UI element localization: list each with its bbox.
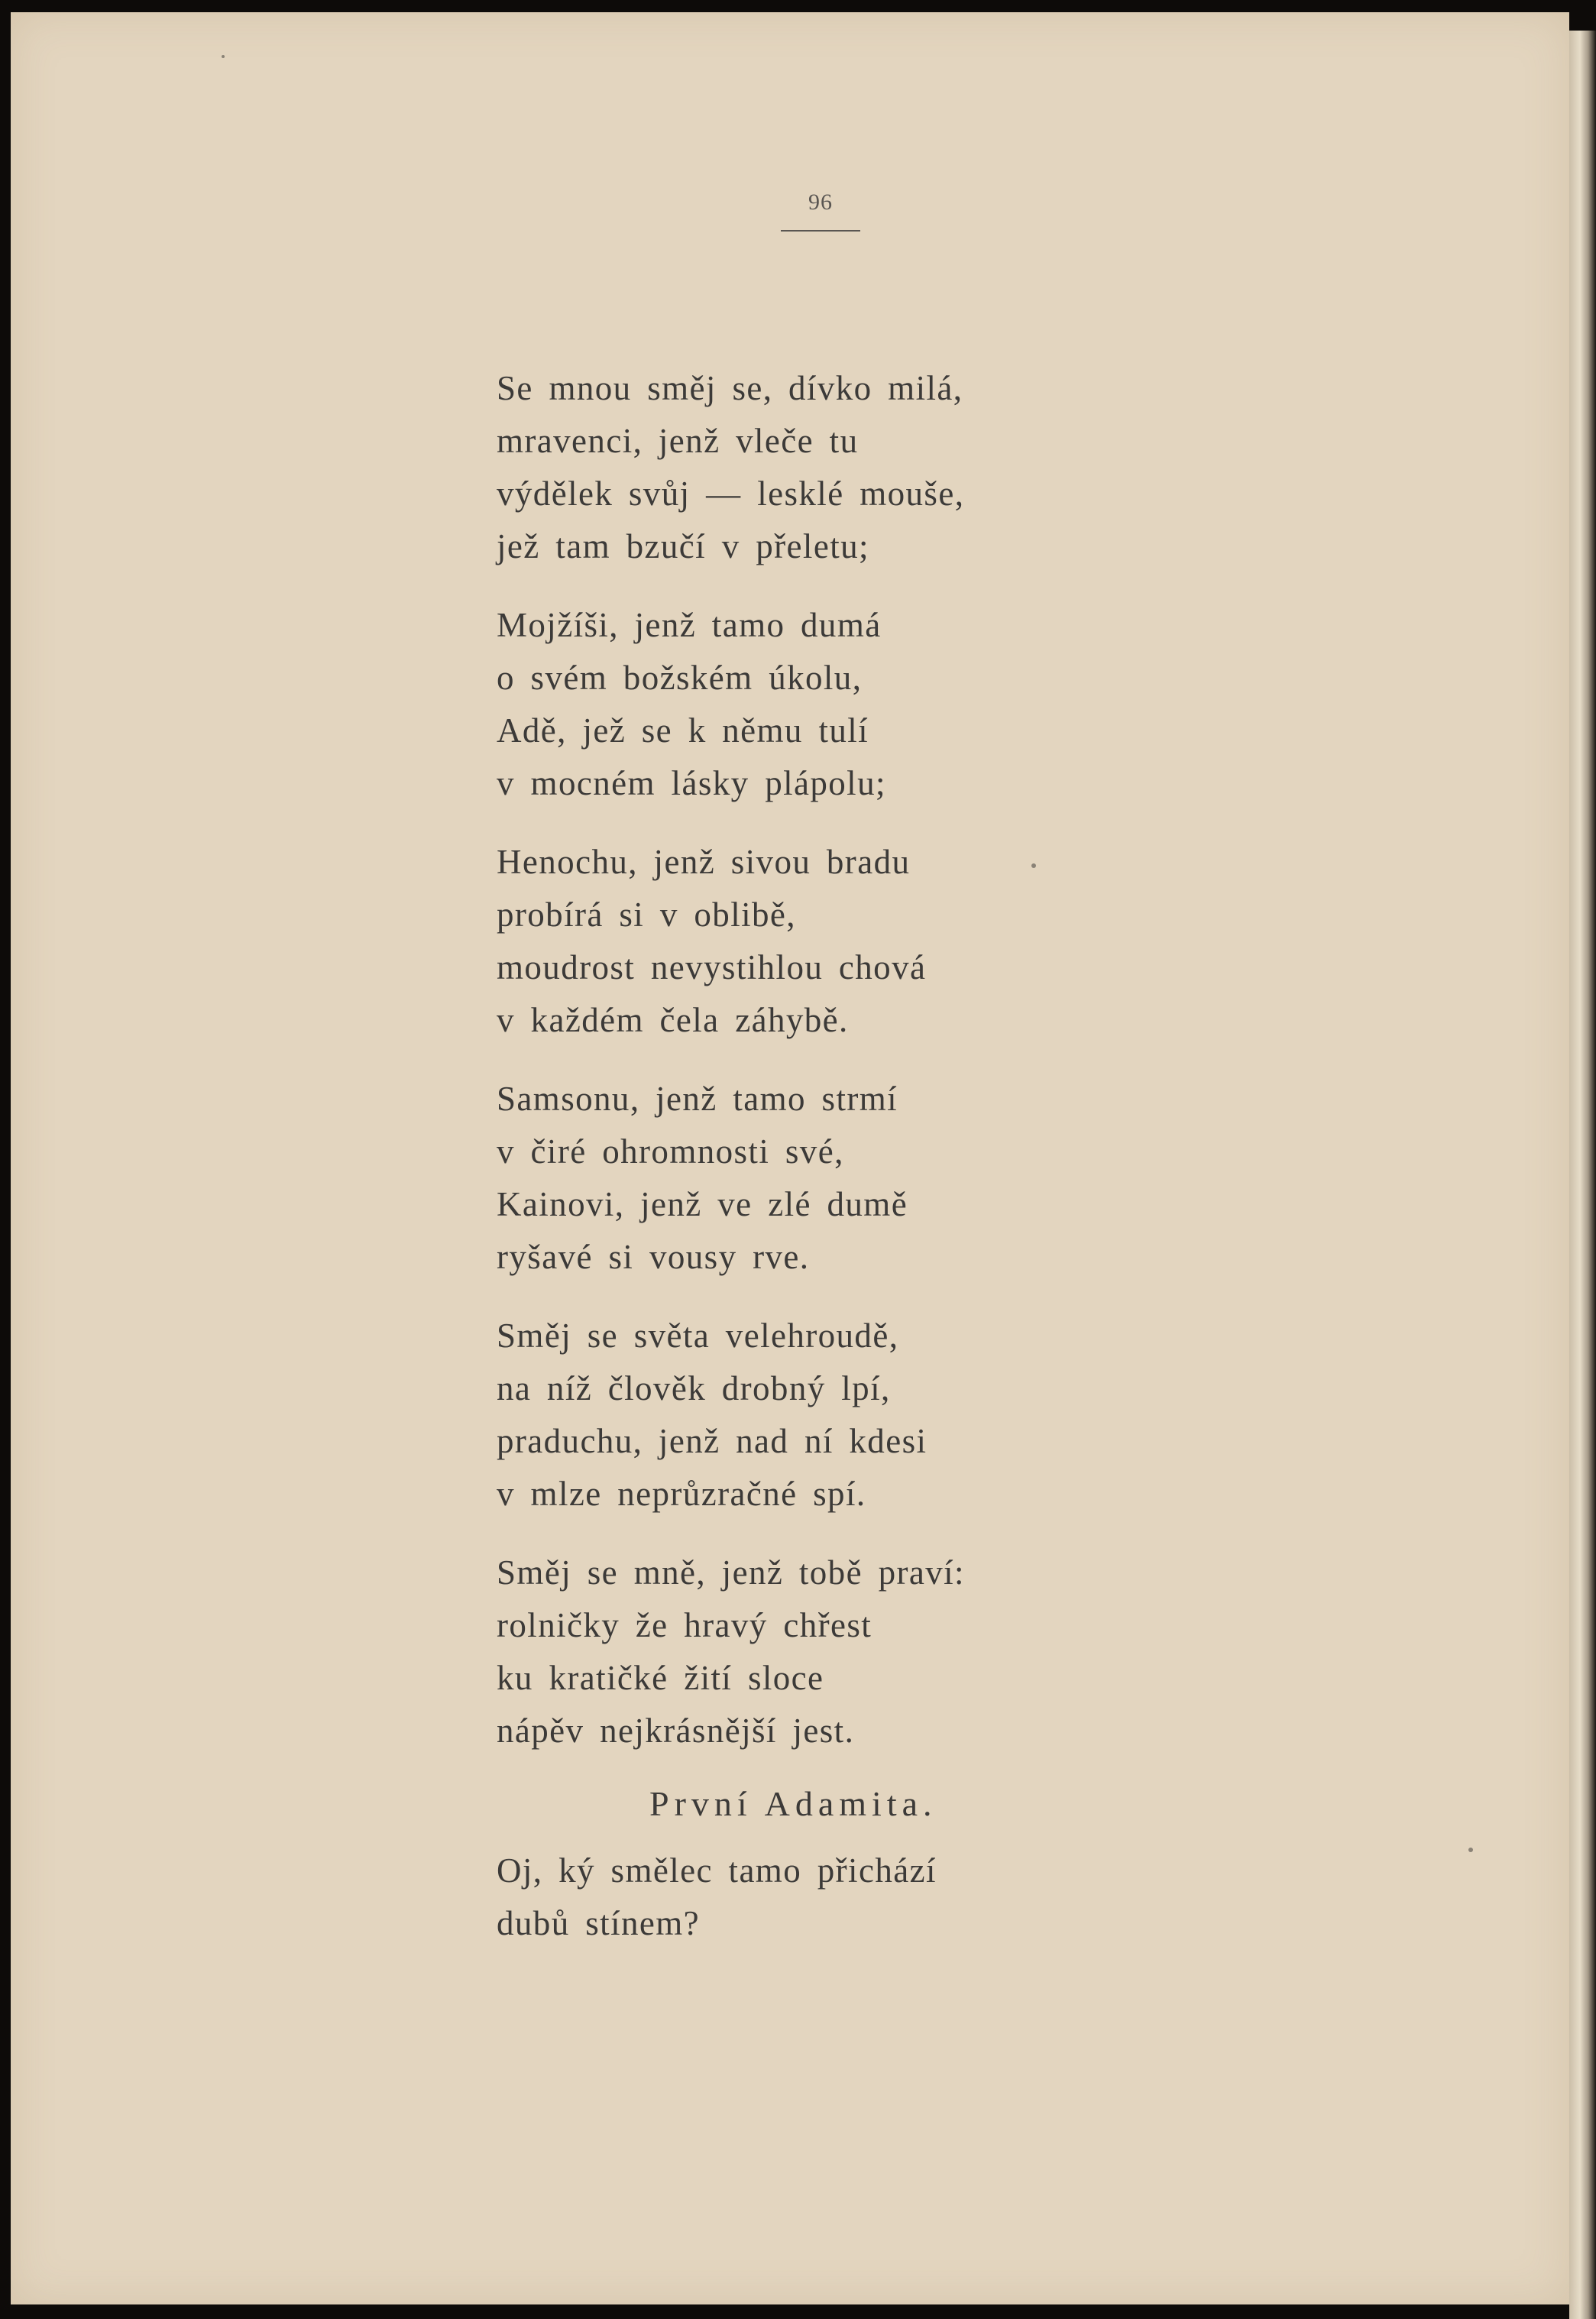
verse-line: Směj se mně, jenž tobě praví: — [497, 1553, 965, 1592]
verse-line: ku kratičké žití sloce — [497, 1659, 824, 1697]
verse-line: nápěv nejkrásnější jest. — [497, 1712, 855, 1750]
stanza — [497, 362, 1077, 573]
verse-line: v čiré ohromnosti své, — [497, 1132, 844, 1171]
verse-line: v mlze neprůzračné spí. — [497, 1475, 866, 1513]
verse-line: výdělek svůj — lesklé mouše, — [497, 474, 965, 513]
verse-line: Kainovi, jenž ve zlé dumě — [497, 1185, 908, 1223]
verse-line: Oj, ký smělec tamo přichází — [497, 1851, 937, 1890]
verse-line: dubů stínem? — [497, 1904, 701, 1942]
stanza — [497, 1073, 1077, 1284]
stanza — [497, 836, 1077, 1047]
stanza — [497, 1310, 1077, 1521]
verse-line: praduchu, jenž nad ní kdesi — [497, 1422, 927, 1460]
paper-speck — [222, 55, 225, 58]
page-number: 96 — [808, 189, 833, 215]
stanza-gap — [497, 1284, 1077, 1310]
paper-speck — [1031, 863, 1036, 868]
stanza — [497, 1547, 1077, 1757]
page-number-rule — [781, 230, 860, 232]
verse-line: v každém čela záhybě. — [497, 1001, 849, 1039]
verse-line: o svém božském úkolu, — [497, 659, 863, 697]
verse-line: Mojžíši, jenž tamo dumá — [497, 606, 882, 644]
verse-line: jež tam bzučí v přeletu; — [497, 527, 869, 565]
verse-line: Adě, jež se k němu tulí — [497, 711, 869, 750]
poem — [497, 362, 1077, 1757]
verse-line: rolničky že hravý chřest — [497, 1606, 872, 1644]
page-edge — [1569, 31, 1596, 2319]
verse-line: probírá si v oblibě, — [497, 896, 796, 934]
verse-line: Se mnou směj se, dívko milá, — [497, 369, 963, 407]
verse-line: na níž člověk drobný lpí, — [497, 1369, 891, 1407]
verse-line: v mocném lásky plápolu; — [497, 764, 886, 802]
stanza-gap — [497, 1521, 1077, 1547]
verse-line: moudrost nevystihlou chová — [497, 948, 927, 986]
verse-line: mravenci, jenž vleče tu — [497, 422, 859, 460]
stanza-gap — [497, 1047, 1077, 1073]
stanza-gap — [497, 573, 1077, 599]
stanza-gap — [497, 810, 1077, 836]
speaker-heading: První Adamita. — [649, 1784, 937, 1823]
verse-line: Samsonu, jenž tamo strmí — [497, 1080, 898, 1118]
stanza — [497, 599, 1077, 810]
speaker-verses — [497, 1845, 1077, 1950]
verse-line: Henochu, jenž sivou bradu — [497, 843, 911, 881]
verse-line: Směj se světa velehroudě, — [497, 1317, 899, 1355]
book-page — [11, 12, 1569, 2304]
verse-line: ryšavé si vousy rve. — [497, 1238, 810, 1276]
paper-speck — [1468, 1848, 1473, 1852]
